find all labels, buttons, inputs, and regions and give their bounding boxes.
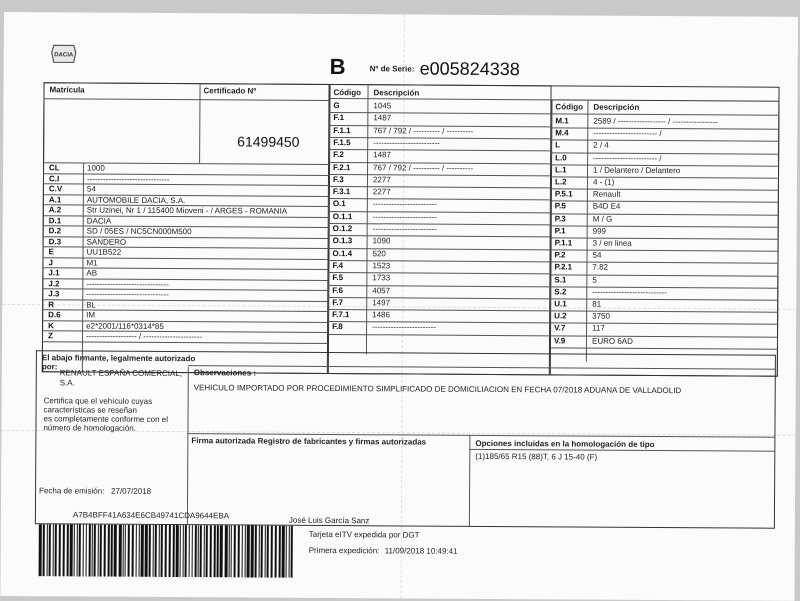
field-code: J.2 — [48, 278, 60, 288]
field-value: 5 — [592, 275, 597, 285]
field-code: S.1 — [554, 274, 567, 285]
field-value: Str Uzinei, Nr 1 / 115400 Mioveni - / ARGES - ROMANIA — [86, 205, 288, 216]
field-value: 7.82 — [592, 262, 609, 273]
field-value: 4 - (1) — [592, 177, 615, 187]
barcode-bar — [123, 525, 124, 577]
field-value: 1090 — [372, 236, 391, 246]
field-code: S.2 — [554, 287, 567, 297]
field-code: J.1 — [48, 268, 60, 278]
field-value: 1497 — [372, 298, 391, 308]
field-value: ------------------------------- — [86, 174, 170, 184]
field-value: 1487 — [373, 113, 392, 123]
itv-card-document — [0, 12, 798, 601]
barcode-bar — [173, 525, 175, 577]
certifies-text-3: es completamente conforme con el — [43, 414, 169, 425]
barcode-bar — [210, 525, 212, 577]
field-code: L.1 — [555, 165, 567, 175]
field-code: P.1.1 — [554, 238, 573, 248]
barcode-bar — [282, 526, 285, 578]
mid-codigo-label: Código — [333, 88, 362, 98]
barcode-bar — [83, 524, 84, 576]
field-code: O.1.1 — [332, 211, 353, 221]
barcode-bar — [79, 524, 81, 576]
barcode-bar — [198, 525, 199, 577]
field-code: F.1 — [333, 113, 345, 123]
field-value: ------------------------ — [372, 224, 437, 234]
field-code: F.1.5 — [333, 137, 351, 148]
field-value: DACIA — [86, 216, 112, 226]
field-code: U.2 — [554, 311, 567, 321]
field-code: C.I — [48, 173, 60, 183]
field-value: M1 — [86, 258, 98, 268]
field-value: ------------------------ — [372, 211, 437, 222]
certifies-text-4: número de homologación. — [43, 423, 137, 433]
field-value: 1000 — [87, 163, 105, 173]
firma-signer: José Luis García Sanz — [288, 515, 370, 526]
field-value: M / G — [592, 214, 613, 224]
field-code: O.1.3 — [332, 236, 353, 246]
barcode-bar — [159, 525, 160, 577]
barcode-bar — [289, 526, 290, 578]
field-code: G — [333, 101, 340, 111]
barcode-bar — [234, 525, 236, 577]
barcode-bar — [271, 526, 273, 578]
field-code: C.V — [48, 184, 63, 194]
field-value: ------------------------ — [372, 199, 437, 210]
barcode-bar — [74, 524, 75, 576]
field-value: 2277 — [372, 187, 391, 197]
barcode-bar — [183, 525, 184, 577]
field-code: F.7.1 — [332, 310, 350, 320]
field-code: P.5.1 — [554, 189, 573, 199]
field-value: ------------------------ / — [593, 128, 662, 139]
field-code: U.1 — [554, 299, 567, 309]
field-value: 1523 — [372, 261, 391, 271]
field-code: M.4 — [555, 128, 569, 138]
primera-expedicion-label: Primera expedición: — [308, 545, 380, 556]
field-code: P.2 — [554, 250, 566, 260]
barcode-bar — [145, 525, 148, 577]
barcode-bar — [43, 524, 45, 576]
barcode-bar — [86, 525, 87, 577]
barcode-bar — [119, 525, 122, 577]
barcode-bar — [217, 525, 219, 577]
certificado-label: Certificado Nº — [203, 86, 257, 96]
barcode-bar — [220, 525, 223, 577]
field-value: 1487 — [373, 150, 391, 160]
field-code: A.2 — [48, 205, 62, 215]
field-code: M.1 — [555, 116, 569, 126]
barcode-bar — [67, 524, 69, 576]
field-value: 2589 / ------------------ / ----------------- — [593, 116, 718, 127]
opciones-label: Opciones incluidas en la homologación de tipo — [475, 438, 655, 449]
barcode-bar — [70, 524, 73, 576]
barcode-bar — [259, 526, 260, 578]
barcode-bar — [89, 525, 91, 577]
field-code: J — [48, 257, 53, 267]
field-code: K — [48, 320, 54, 330]
barcode-bar — [206, 525, 208, 577]
field-code: F.8 — [332, 322, 343, 332]
authorized-heading-2: por: — [41, 362, 58, 372]
field-code: Z — [47, 331, 53, 341]
field-value: 1045 — [373, 101, 392, 111]
field-code: F.7 — [332, 297, 343, 307]
fecha-emision-label: Fecha de emisión: — [39, 486, 105, 496]
field-value: 4057 — [372, 285, 391, 295]
barcode-bar — [245, 525, 246, 577]
barcode-bar — [169, 525, 171, 577]
field-code: O.1.2 — [332, 224, 353, 234]
barcode-bar — [49, 524, 51, 576]
field-code: P.2.1 — [554, 262, 573, 272]
authorized-company-2: S.A. — [59, 378, 75, 388]
field-code: F.5 — [332, 273, 344, 283]
field-code: L.0 — [555, 152, 567, 163]
barcode-bar — [153, 525, 154, 577]
barcode-graphic — [37, 524, 297, 578]
barcode-bar — [176, 525, 179, 577]
barcode-bar — [286, 526, 287, 578]
field-value: ------------------------------- — [86, 289, 169, 300]
barcode-bar — [261, 526, 263, 578]
barcode-bar — [55, 524, 57, 576]
matricula-label: Matrícula — [49, 85, 85, 95]
field-code: F.1.1 — [333, 125, 351, 135]
barcode-bar — [279, 526, 281, 578]
firma-label: Firma autorizada Registro de fabricantes y firmas autorizadas — [191, 436, 427, 447]
logo-text: DACIA — [54, 52, 74, 59]
barcode-bar — [125, 525, 126, 577]
field-code: L.2 — [554, 177, 567, 187]
barcode-bar — [139, 525, 140, 577]
barcode-bar — [161, 525, 163, 577]
field-code: O.1 — [332, 199, 346, 209]
observaciones-label: Observaciones : — [193, 368, 257, 378]
field-value: B4D E4 — [592, 201, 621, 212]
barcode-bar — [185, 525, 187, 577]
field-code: F.4 — [332, 260, 344, 270]
barcode-bar — [189, 525, 190, 577]
field-value: 81 — [592, 299, 602, 309]
certifies-text-1: Certifica que el vehículo cuyas — [43, 396, 153, 406]
field-code: D.6 — [48, 310, 61, 320]
observaciones-text: VEHICULO IMPORTADO POR PROCEDIMIENTO SIMPLIFICADO DE DOMICILIACION EN FECHA 07/2018 ADUANA DE VALLADOLID — [193, 383, 682, 396]
barcode-bar — [200, 525, 202, 577]
barcode-bar — [136, 525, 137, 577]
field-value: ------------------------- — [373, 138, 440, 148]
field-value: SANDERO — [86, 237, 127, 247]
field-value: 520 — [372, 248, 386, 258]
barcode-bar — [94, 525, 96, 577]
field-code: P.5 — [554, 201, 566, 211]
barcode-bar — [291, 526, 293, 578]
certifies-text-2: características se reseñan — [43, 405, 137, 415]
field-code: V.9 — [553, 335, 566, 346]
field-value: ------------------------------- — [86, 279, 169, 289]
barcode-bar — [265, 526, 266, 578]
field-code: P.3 — [554, 213, 566, 224]
barcode-bar — [114, 525, 117, 577]
field-code: D.3 — [48, 236, 62, 246]
barcode-bar — [59, 524, 61, 576]
field-value: e2*2001/116*0314*85 — [86, 321, 164, 331]
field-code: F.3 — [332, 174, 344, 184]
field-code: D.2 — [48, 226, 62, 236]
field-value: IM — [86, 310, 96, 320]
opciones-text: (1)185/65 R15 (88)T, 6 J 15-40 (F) — [475, 451, 598, 462]
barcode-bar — [251, 526, 254, 578]
field-code: J.3 — [48, 289, 60, 299]
barcode-bar — [132, 525, 134, 577]
mid-descripcion-label: Descripción — [373, 88, 420, 98]
field-value: 1 / Delantero / Delantero — [593, 165, 681, 175]
barcode-bar — [165, 525, 167, 577]
field-value: UU1B522 — [86, 247, 122, 257]
barcode-bar — [92, 525, 93, 577]
barcode-bar — [214, 525, 216, 577]
document-type-letter: B — [329, 53, 346, 80]
field-value: 3750 — [592, 311, 610, 321]
barcode-text: A7B4BFF41A634E6CB49741CDA9644EBA — [72, 510, 230, 521]
barcode-bar — [275, 526, 277, 578]
barcode-bar — [238, 525, 240, 577]
barcode-bar — [195, 525, 197, 577]
barcode-bar — [204, 525, 205, 577]
field-value: ---------------------------- — [592, 287, 667, 297]
field-value: EURO 6AD — [591, 336, 633, 346]
right-descripcion-label: Descripción — [593, 102, 640, 112]
dacia-logo — [50, 40, 78, 68]
barcode-bar — [77, 524, 78, 576]
field-value: 117 — [592, 323, 605, 334]
field-code: F.2 — [333, 150, 344, 160]
field-value: 767 / 792 / ---------- / ---------- — [373, 125, 474, 136]
barcode-bar — [247, 525, 250, 577]
field-value: ------------------------ — [372, 322, 437, 333]
serial-label: Nº de Serie: — [369, 64, 415, 74]
barcode-bar — [267, 526, 269, 578]
barcode-bar — [39, 524, 42, 576]
field-value: 2277 — [372, 175, 391, 185]
barcode-bar — [155, 525, 157, 577]
field-code: L — [555, 140, 561, 150]
field-code: F.6 — [332, 285, 344, 295]
field-code: D.1 — [48, 215, 62, 225]
barcode-bar — [104, 525, 106, 577]
field-code: P.1 — [554, 226, 566, 236]
field-value: Renault — [592, 189, 621, 199]
barcode-bar — [180, 525, 181, 577]
barcode-bar — [242, 525, 243, 577]
field-value: 767 / 792 / ---------- / ---------- — [373, 162, 474, 173]
field-value: 999 — [592, 226, 607, 236]
right-codigo-label: Código — [555, 102, 584, 112]
field-code: CL — [49, 163, 60, 173]
field-value: ------------------- / ---------------------- — [85, 331, 202, 342]
field-value: 1486 — [372, 310, 390, 320]
field-code: V.7 — [554, 323, 566, 333]
field-value: 54 — [592, 250, 602, 260]
field-code: R — [48, 299, 55, 309]
field-value: BL — [86, 300, 97, 310]
field-value: ------------------------ / — [593, 153, 662, 163]
barcode-bar — [53, 524, 54, 576]
field-value: 1733 — [372, 273, 391, 283]
serial-number: e005824338 — [419, 58, 520, 80]
barcode-bar — [100, 525, 102, 577]
fecha-emision-value: 27/07/2018 — [111, 486, 152, 496]
field-value: 54 — [86, 184, 96, 194]
field-value: SD / 05ES / NC5CN000M500 — [86, 226, 192, 237]
barcode-bar — [149, 525, 151, 577]
barcode-bar — [229, 525, 230, 577]
authorized-company-1: RENAULT ESPAÑA COMERCIAL, — [59, 368, 183, 379]
barcode-bar — [225, 525, 228, 577]
barcode-bar — [111, 525, 113, 577]
primera-expedicion-value: 11/09/2018 10:49:41 — [384, 546, 458, 556]
field-value: AB — [86, 268, 98, 278]
field-code: A.1 — [48, 194, 62, 204]
barcode-bar — [255, 526, 257, 578]
barcode-bar — [128, 525, 130, 577]
field-value: 2 / 4 — [593, 140, 609, 151]
authorized-heading-1: El abajo firmante, legalmente autorizado — [41, 353, 196, 364]
barcode-bar — [63, 524, 65, 576]
field-code: E — [48, 247, 54, 257]
certificado-number: 61499450 — [237, 133, 300, 150]
barcode-bar — [231, 525, 232, 577]
field-code: O.1.4 — [332, 248, 353, 258]
field-code: F.2.1 — [333, 162, 351, 172]
barcode-bar — [47, 524, 48, 576]
field-value: AUTOMOBILE DACIA, S.A. — [86, 195, 186, 205]
tarjeta-text: Tarjeta eITV expedida por DGT — [308, 529, 420, 540]
barcode-bar — [98, 525, 99, 577]
field-value: 3 / en linea — [592, 238, 632, 248]
field-code: F.3.1 — [332, 187, 351, 197]
barcode-bar — [192, 525, 193, 577]
barcode-bar — [141, 525, 144, 577]
barcode-bar — [108, 525, 110, 577]
barcode — [37, 524, 297, 578]
